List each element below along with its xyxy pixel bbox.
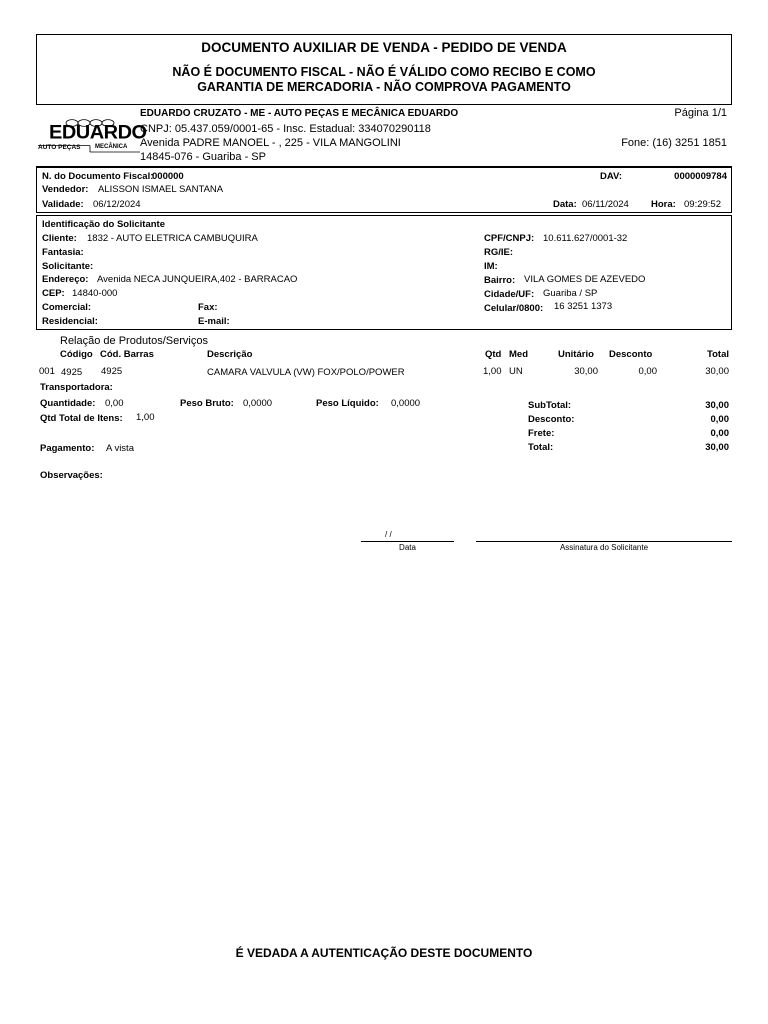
observacoes-label: Observações:	[40, 470, 103, 481]
qtd-total-value: 1,00	[136, 412, 155, 423]
peso-bruto-value: 0,0000	[243, 398, 273, 409]
client-box-left	[36, 215, 37, 330]
total-label: Total:	[528, 442, 554, 453]
col-descricao: Descrição	[207, 349, 253, 360]
peso-liquido-label: Peso Líquido:	[316, 398, 379, 409]
im-label: IM:	[484, 261, 498, 272]
subtotal-value: 30,00	[705, 400, 729, 411]
logo-sub-left: AUTO PEÇAS	[38, 144, 81, 151]
pagamento-label: Pagamento:	[40, 443, 95, 454]
comercial-label: Comercial:	[42, 302, 92, 313]
company-logo	[38, 118, 147, 156]
qtd-total-label: Qtd Total de Itens:	[40, 413, 123, 424]
cpf-value: 10.611.627/0001-32	[543, 233, 628, 244]
client-box-top	[36, 215, 732, 216]
notice-line-1: NÃO É DOCUMENTO FISCAL - NÃO É VÁLIDO COMO RECIBO E COMO	[172, 65, 596, 79]
quantidade-value: 0,00	[105, 398, 124, 409]
date-label: Data:	[553, 199, 577, 210]
document-title: DOCUMENTO AUXILIAR DE VENDA - PEDIDO DE VENDA	[201, 40, 567, 55]
cidade-label: Cidade/UF:	[484, 289, 535, 300]
bairro-value: VILA GOMES DE AZEVEDO	[524, 274, 646, 285]
company-city: 14845-076 - Guariba - SP	[140, 151, 266, 163]
item-seq: 001	[39, 366, 55, 377]
notice-line-2: GARANTIA DE MERCADORIA - NÃO COMPROVA PAGAMENTO	[197, 80, 571, 94]
date-value: 06/11/2024	[582, 199, 629, 210]
item-desconto: 0,00	[638, 366, 657, 377]
transportadora-label: Transportadora:	[40, 382, 113, 393]
desconto-value: 0,00	[710, 414, 729, 425]
col-unitario: Unitário	[558, 349, 594, 360]
time-value: 09:29:52	[684, 199, 721, 210]
cliente-label: Cliente:	[42, 233, 77, 244]
item-unitario: 30,00	[574, 366, 598, 377]
date-signature-label: Data	[399, 543, 416, 552]
time-label: Hora:	[651, 199, 676, 210]
client-section-title: Identificação do Solicitante	[42, 219, 165, 230]
cpf-label: CPF/CNPJ:	[484, 233, 535, 244]
item-codigo: 4925	[61, 367, 83, 378]
col-med: Med	[509, 349, 528, 360]
col-codigo: Código	[60, 349, 93, 360]
cliente-value: 1832 - AUTO ELETRICA CAMBUQUIRA	[87, 233, 258, 244]
client-box-right	[731, 215, 732, 330]
page-number: Página 1/1	[674, 107, 727, 119]
doc-box-left	[36, 166, 37, 213]
doc-box-right	[731, 166, 732, 213]
quantidade-label: Quantidade:	[40, 398, 96, 409]
total-value: 30,00	[705, 442, 729, 453]
peso-bruto-label: Peso Bruto:	[180, 398, 234, 409]
peso-liquido-value: 0,0000	[391, 398, 421, 409]
desconto-label: Desconto:	[528, 414, 575, 425]
seller-value: ALISSON ISMAEL SANTANA	[98, 184, 224, 195]
date-slashes: / /	[385, 530, 392, 539]
item-total: 30,00	[705, 366, 729, 377]
email-label: E-mail:	[198, 316, 230, 327]
doc-box-top	[36, 166, 732, 168]
col-total: Total	[707, 349, 729, 360]
bairro-label: Bairro:	[484, 275, 516, 286]
footer-notice: É VEDADA A AUTENTICAÇÃO DESTE DOCUMENTO	[235, 946, 533, 960]
validity-value: 06/12/2024	[93, 199, 141, 210]
endereco-label: Endereço:	[42, 274, 89, 285]
seller-label: Vendedor:	[42, 184, 89, 195]
signer-signature-line	[476, 541, 732, 542]
rg-label: RG/IE:	[484, 247, 514, 258]
dav-value: 0000009784	[674, 171, 727, 182]
signer-signature-label: Assinatura do Solicitante	[559, 543, 649, 552]
solicitante-label: Solicitante:	[42, 261, 94, 272]
col-desconto: Desconto	[609, 349, 653, 360]
company-phone: Fone: (16) 3251 1851	[621, 137, 727, 149]
item-qtd: 1,00	[483, 366, 502, 377]
fantasia-label: Fantasia:	[42, 247, 84, 258]
cep-value: 14840-000	[72, 288, 118, 299]
date-signature-line	[361, 541, 454, 542]
celular-value: 16 3251 1373	[554, 301, 613, 312]
validity-label: Validade:	[42, 199, 84, 210]
fax-label: Fax:	[198, 302, 218, 313]
celular-label: Celular/0800:	[484, 303, 544, 314]
cidade-value: Guariba / SP	[543, 288, 598, 299]
item-med: UN	[509, 366, 523, 377]
fiscal-doc-label: N. do Documento Fiscal:	[42, 171, 154, 182]
dav-label: DAV:	[600, 171, 622, 182]
frete-label: Frete:	[528, 428, 555, 439]
endereco-value: Avenida NECA JUNQUEIRA,402 - BARRACAO	[97, 274, 298, 285]
company-address: Avenida PADRE MANOEL - , 225 - VILA MANGOLINI	[140, 137, 401, 149]
logo-brand: EDUARDO	[49, 122, 147, 144]
header-divider	[36, 104, 732, 105]
item-descricao: CAMARA VALVULA (VW) FOX/POLO/POWER	[207, 367, 405, 378]
doc-box-bottom	[36, 212, 732, 213]
client-box-bottom	[36, 329, 732, 330]
col-qtd: Qtd	[485, 349, 502, 360]
item-barras: 4925	[101, 366, 123, 377]
fiscal-doc-value: 000000	[152, 171, 184, 182]
logo-sub-right: MECÂNICA	[95, 144, 128, 150]
frete-value: 0,00	[710, 428, 729, 439]
col-barras: Cód. Barras	[100, 349, 154, 360]
company-cnpj: CNPJ: 05.437.059/0001-65 - Insc. Estadual: 334070290118	[140, 123, 431, 135]
subtotal-label: SubTotal:	[528, 400, 572, 411]
pagamento-value: A vista	[106, 443, 134, 454]
residencial-label: Residencial:	[42, 316, 98, 327]
company-name: EDUARDO CRUZATO - ME - AUTO PEÇAS E MECÂNICA EDUARDO	[140, 108, 459, 119]
products-section-title: Relação de Produtos/Serviços	[60, 335, 208, 347]
cep-label: CEP:	[42, 288, 65, 299]
